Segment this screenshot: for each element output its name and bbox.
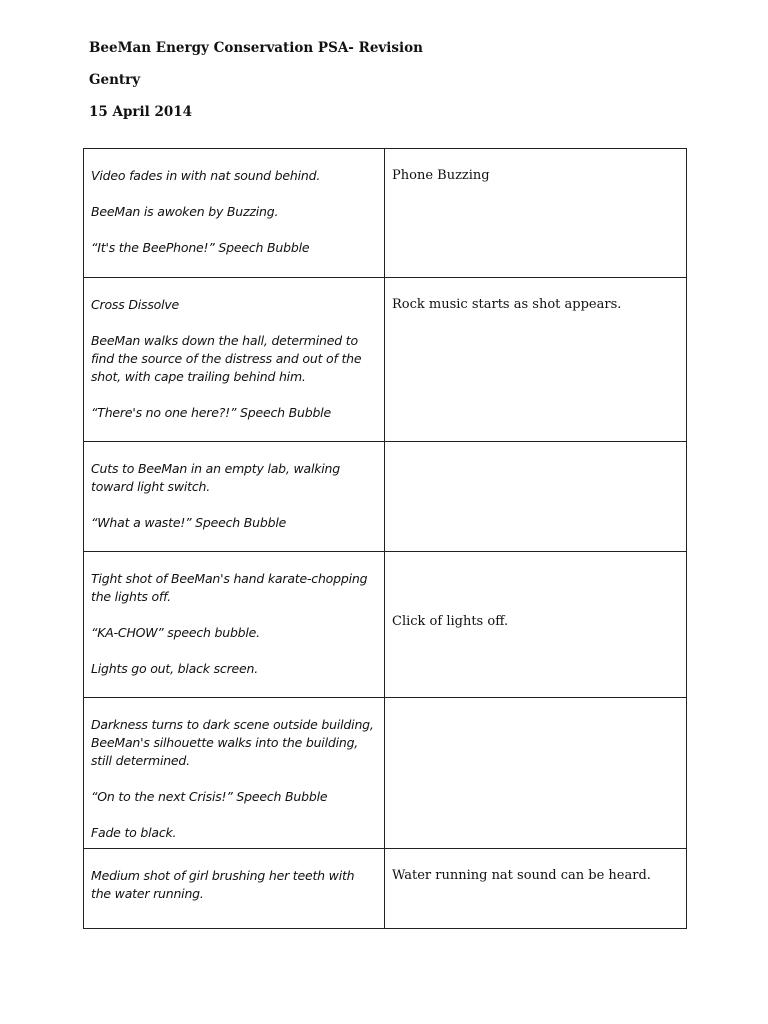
video-line: Tight shot of BeeMan's hand karate-chopping the lights off. [91,571,368,604]
video-cell [84,442,385,552]
video-line: BeeMan is awoken by Buzzing. [91,204,279,219]
document-title: BeeMan Energy Conservation PSA- Revision [89,40,423,56]
video-line: “There's no one here?!” Speech Bubble [91,405,331,420]
video-line: “KA-CHOW” speech bubble. [91,625,260,640]
video-line: Cross Dissolve [91,297,180,312]
video-cell [84,149,385,278]
script-row [84,149,687,278]
audio-line: Water running nat sound can be heard. [392,868,651,883]
video-cell [84,849,385,929]
script-row [84,552,687,698]
audio-cell [385,149,687,278]
audio-line: Phone Buzzing [392,168,490,183]
video-line: Fade to black. [91,825,177,840]
audio-cell [385,442,687,552]
video-line: “On to the next Crisis!” Speech Bubble [91,789,328,804]
video-line: Video fades in with nat sound behind. [91,168,321,183]
author-name: Gentry [89,72,141,88]
video-cell [84,698,385,849]
script-row [84,849,687,929]
script-row [84,442,687,552]
video-line: BeeMan walks down the hall, determined to find the source of the distress and out of the shot, with cape trailing behind him. [91,333,362,384]
audio-cell [385,552,687,698]
audio-cell [385,849,687,929]
video-line: Lights go out, black screen. [91,661,259,676]
video-line: “It's the BeePhone!” Speech Bubble [91,240,310,255]
video-line: Darkness turns to dark scene outside building, BeeMan's silhouette walks into the building, still determined. [91,717,374,768]
audio-line: Click of lights off. [392,613,509,629]
video-line: Cuts to BeeMan in an empty lab, walking toward light switch. [91,461,340,494]
script-table [83,148,687,929]
document-date: 15 April 2014 [89,104,193,120]
script-row [84,278,687,442]
audio-cell [385,698,687,849]
video-line: “What a waste!” Speech Bubble [91,515,287,530]
video-line: Medium shot of girl brushing her teeth with the water running. [91,868,355,901]
video-cell [84,278,385,442]
audio-line: Rock music starts as shot appears. [392,297,622,312]
video-cell [84,552,385,698]
audio-cell [385,278,687,442]
script-row [84,698,687,849]
